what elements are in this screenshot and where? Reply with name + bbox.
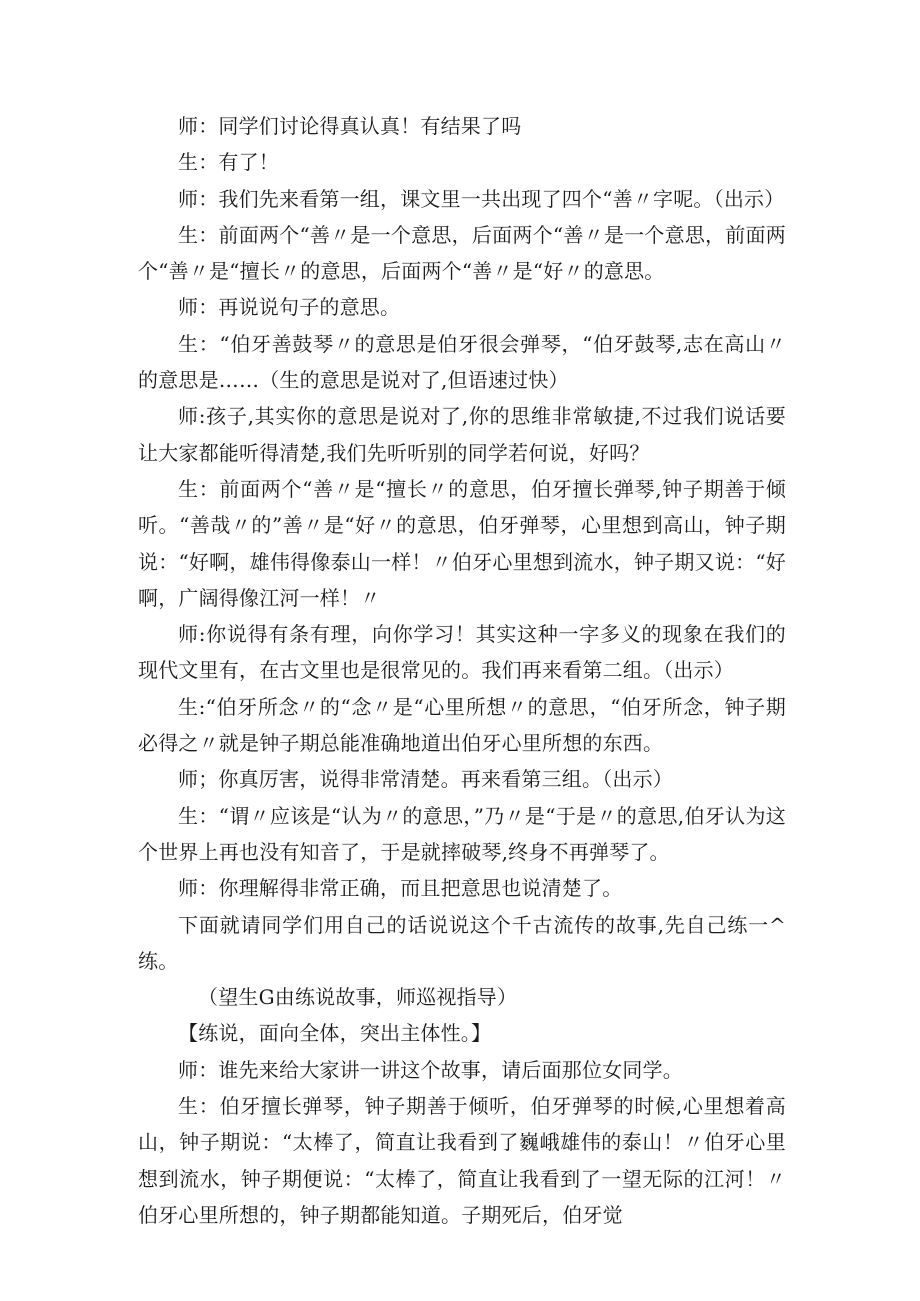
paragraph: 下面就请同学们用自己的话说说这个千古流传的故事,先自己练一^练。 <box>138 912 786 973</box>
paragraph: 师：我们先来看第一组，课文里一共出现了四个“善〃字呢。（出示） <box>178 186 785 211</box>
paragraph: 生：有了！ <box>178 150 279 175</box>
paragraph: 师:你说得有条有理，向你学习！其实这种一字多义的现象在我们的现代文里有，在古文里也是很常见的。我们再来看第二组。（出示） <box>138 622 786 683</box>
paragraph: 生：前面两个“善〃是“擅长〃的意思，伯牙擅长弹琴,钟子期善于倾听。“善哉〃的”善〃是“好〃的意思，伯牙弹琴，心里想到高山，钟子期说：“好啊，雄伟得像泰山一样！〃伯牙心里想到流水，钟子期又说：“好啊，广阔得像江河一样！〃 <box>138 476 786 610</box>
paragraph: 生:“伯牙所念〃的“念〃是“心里所想〃的意思，“伯牙所念，钟子期必得之〃就是钟子期总能准确地道出伯牙心里所想的东西。 <box>138 694 786 756</box>
paragraph: 生：“谓〃应该是“认为〃的意思，”乃〃是“于是〃的意思,伯牙认为这个世界上再也没有知音了，于是就摔破琴,终身不再弹琴了。 <box>138 803 786 864</box>
paragraph: 师；你真厉害，说得非常清楚。再来看第三组。（出示） <box>178 767 673 792</box>
stage-direction: （望生G由练说故事，师巡视指导） <box>198 985 518 1010</box>
paragraph: 师：你理解得非常正确，而且把意思也说清楚了。 <box>178 876 623 901</box>
paragraph: 师：再说说句子的意思。 <box>178 295 401 320</box>
document-body <box>138 108 786 1233</box>
paragraph: 师：同学们讨论得真认真！有结果了吗 <box>178 114 522 138</box>
paragraph: 生：伯牙擅长弹琴，钟子期善于倾听，伯牙弹琴的时候,心里想着高山，钟子期说：“太棒了，简直让我看到了巍峨雄伟的泰山！〃伯牙心里想到流水，钟子期便说：“太棒了，简直让我看到了一望无际的江河！〃伯牙心里所想的，钟子期都能知道。子期死后，伯牙觉 <box>138 1094 786 1227</box>
paragraph: 生：前面两个“善〃是一个意思，后面两个“善〃是一个意思，前面两个“善〃是“擅长〃的意思，后面两个“善〃是“好〃的意思。 <box>138 222 786 284</box>
paragraph: 师：谁先来给大家讲一讲这个故事，请后面那位女同学。 <box>178 1057 683 1082</box>
paragraph: 师:孩子,其实你的意思是说对了,你的思维非常敏捷,不过我们说话要让大家都能听得清楚,我们先听听别的同学若何说，好吗？ <box>138 404 786 465</box>
paragraph: 生：“伯牙善鼓琴〃的意思是伯牙很会弹琴，“伯牙鼓琴,志在高山〃的意思是……（生的意思是说对了,但语速过快） <box>138 331 786 393</box>
teaching-note: 【练说，面向全体，突出主体性。】 <box>178 1021 492 1046</box>
